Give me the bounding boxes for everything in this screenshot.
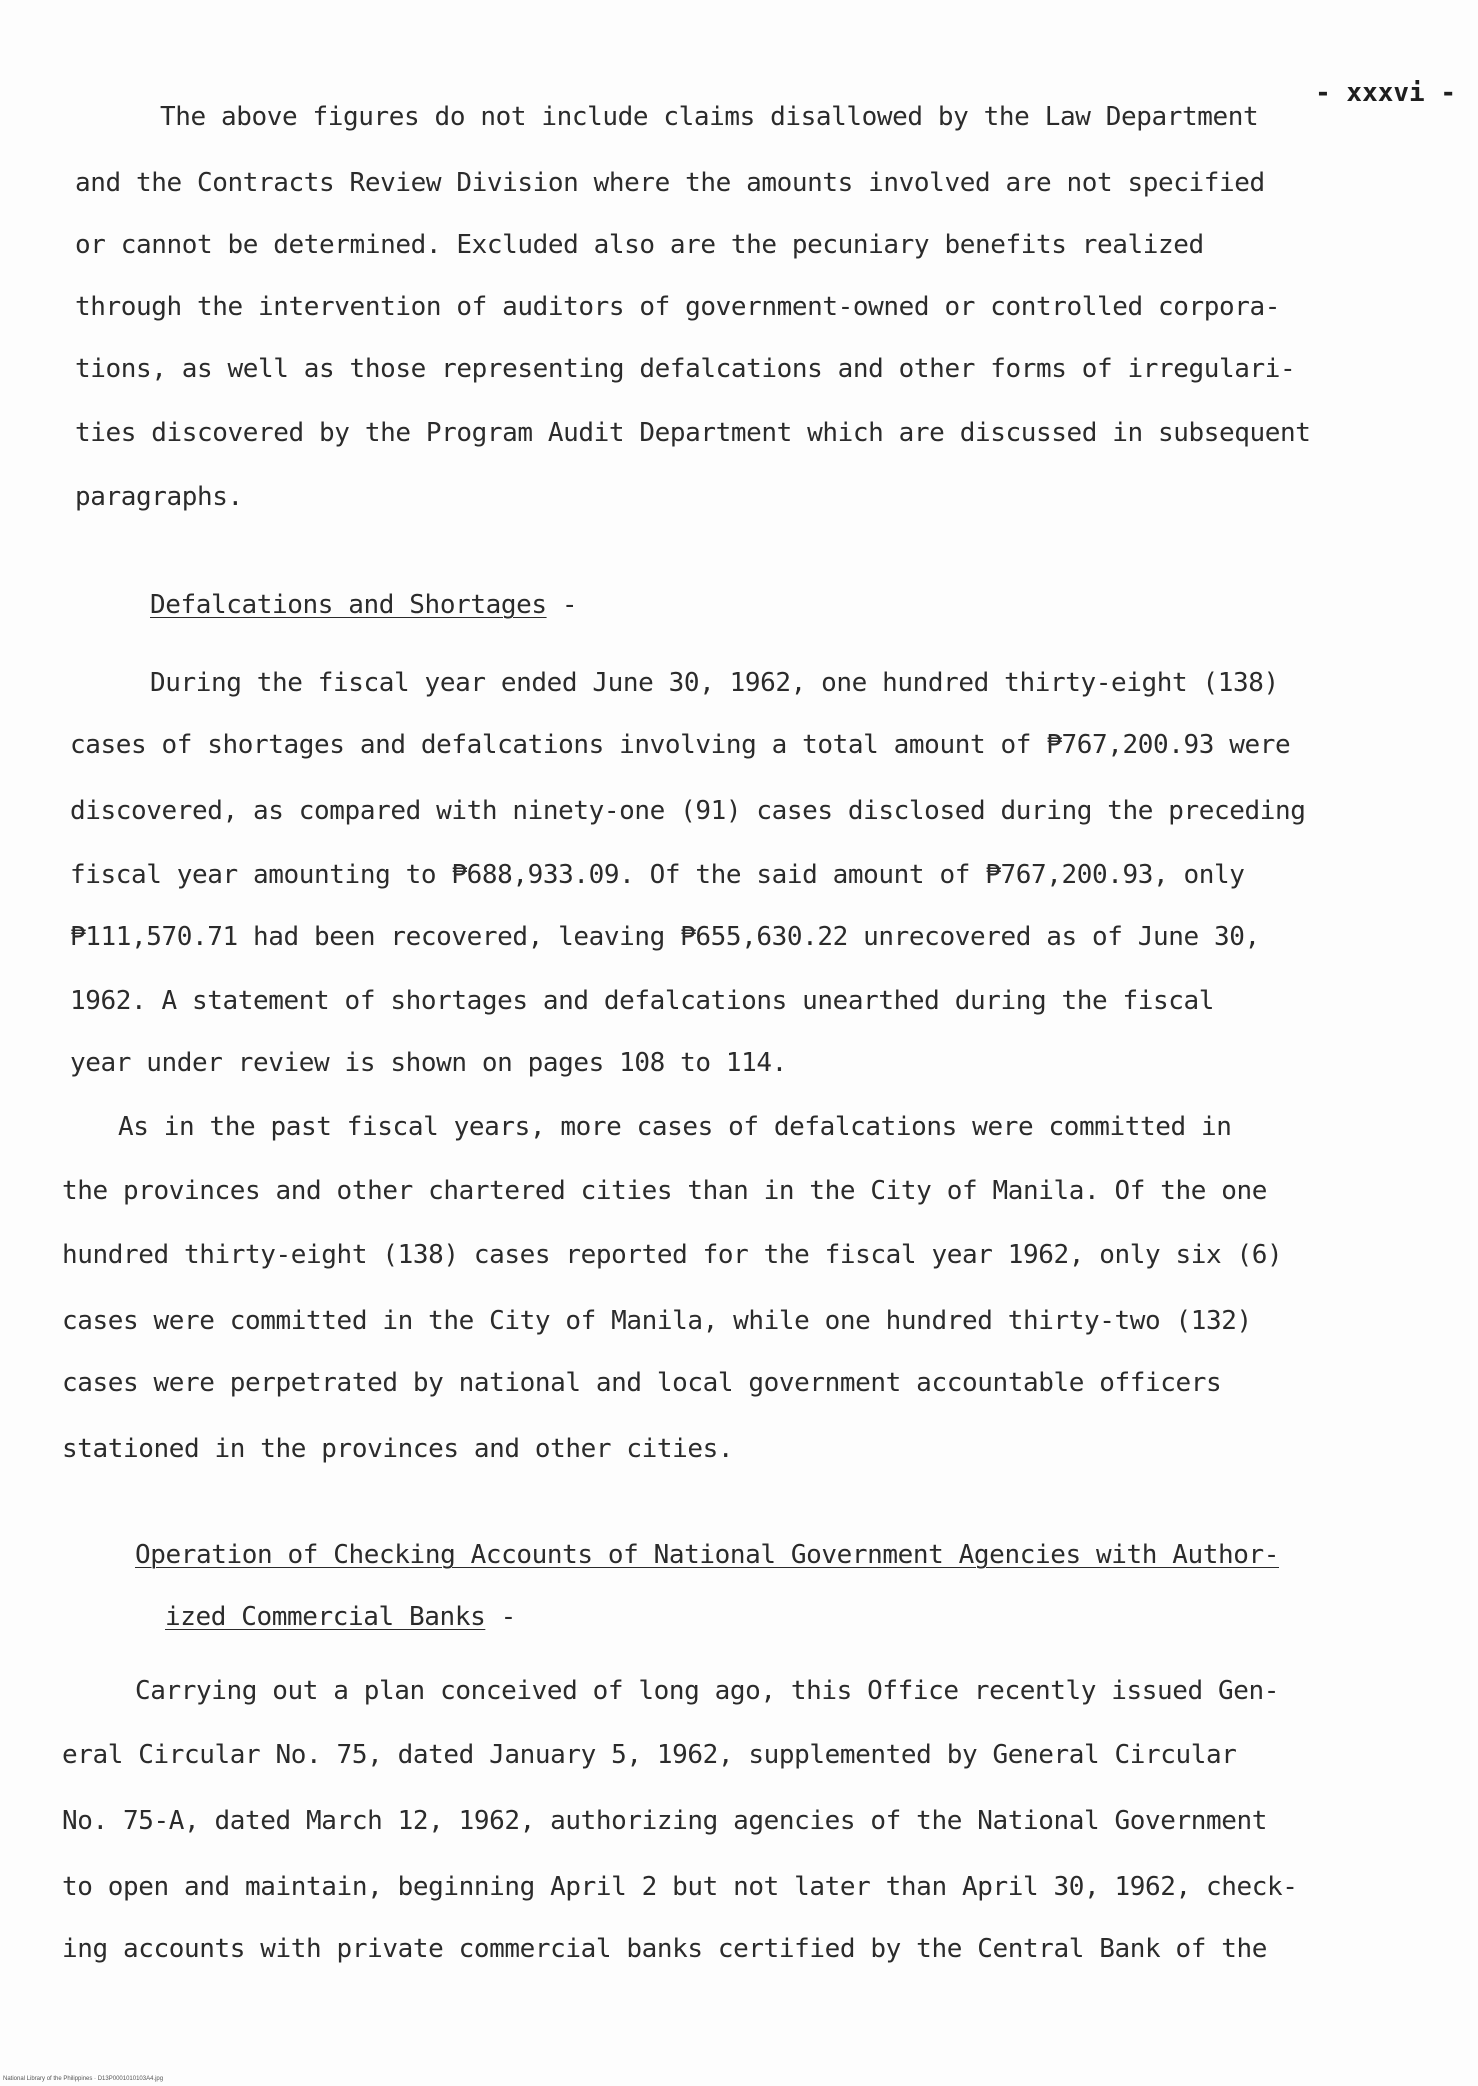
body-text-line <box>62 1806 1267 1836</box>
line-text: ing accounts with private commercial banks certified by the Central Bank of the <box>62 1934 1268 1964</box>
body-text-line <box>118 1112 1232 1142</box>
line-text: During the fiscal year ended June 30, 1962, one hundred thirty-eight (138) <box>150 668 1279 698</box>
section-heading-line <box>165 1602 516 1632</box>
body-text-line <box>75 230 1204 260</box>
line-text: 1962. A statement of shortages and defalcations unearthed during the fiscal <box>70 986 1214 1016</box>
line-text: or cannot be determined. Excluded also are the pecuniary benefits realized <box>75 230 1204 260</box>
body-text-line <box>70 796 1306 826</box>
archive-stamp: National Library of the Philippines · D13P0001010103A4.jpg <box>3 2076 164 2082</box>
line-text: As in the past fiscal years, more cases of defalcations were committed in <box>118 1112 1232 1142</box>
line-text: The above figures do not include claims disallowed by the Law Department <box>160 102 1259 132</box>
body-text-line <box>70 860 1245 890</box>
line-text: ties discovered by the Program Audit Department which are discussed in subsequent <box>75 418 1311 448</box>
line-text: the provinces and other chartered cities than in the City of Manila. Of the one <box>62 1176 1268 1206</box>
body-text-line <box>150 668 1279 698</box>
line-text: year under review is shown on pages 108 to 114. <box>70 1048 787 1078</box>
body-text-line <box>62 1434 733 1464</box>
body-text-line <box>70 730 1290 760</box>
body-text-line <box>62 1872 1298 1902</box>
heading-dash: - <box>485 1602 516 1632</box>
heading-text: Defalcations and Shortages <box>150 590 547 620</box>
line-text: discovered, as compared with ninety-one (91) cases disclosed during the preceding <box>70 796 1306 826</box>
heading-text: ized Commercial Banks <box>165 1602 486 1632</box>
section-heading-line <box>135 1540 1279 1570</box>
body-text-line <box>70 1048 787 1078</box>
line-text: cases of shortages and defalcations involving a total amount of ₱767,200.93 were <box>70 730 1291 760</box>
line-text: cases were committed in the City of Manila, while one hundred thirty-two (132) <box>62 1306 1252 1336</box>
body-text-line <box>75 292 1280 322</box>
line-text: ₱111,570.71 had been recovered, leaving ₱655,630.22 unrecovered as of June 30, <box>70 922 1260 952</box>
body-text-line <box>62 1740 1237 1770</box>
line-text: cases were perpetrated by national and local government accountable officers <box>62 1368 1222 1398</box>
section-heading-line <box>150 590 577 620</box>
line-text: hundred thirty-eight (138) cases reported for the fiscal year 1962, only six (6) <box>62 1240 1283 1270</box>
body-text-line <box>62 1306 1252 1336</box>
line-text: to open and maintain, beginning April 2 but not later than April 30, 1962, check- <box>62 1872 1298 1902</box>
line-text: through the intervention of auditors of government-owned or controlled corpora- <box>75 292 1281 322</box>
line-text: Carrying out a plan conceived of long ago, this Office recently issued Gen- <box>135 1676 1279 1706</box>
body-text-line <box>62 1368 1221 1398</box>
body-text-line <box>75 354 1295 384</box>
body-text-line <box>160 102 1258 132</box>
body-text-line <box>70 986 1214 1016</box>
page-number: - xxxvi - <box>1315 78 1456 108</box>
body-text-line <box>62 1176 1267 1206</box>
line-text: stationed in the provinces and other cities. <box>62 1434 734 1464</box>
line-text: paragraphs. <box>75 482 243 512</box>
heading-dash: - <box>546 590 578 620</box>
line-text: eral Circular No. 75, dated January 5, 1962, supplemented by General Circular <box>62 1740 1237 1770</box>
line-text: tions, as well as those representing defalcations and other forms of irregulari- <box>75 354 1296 384</box>
line-text: No. 75-A, dated March 12, 1962, authorizing agencies of the National Government <box>62 1806 1268 1836</box>
body-text-line <box>135 1676 1279 1706</box>
body-text-line <box>75 482 243 512</box>
heading-text: Operation of Checking Accounts of National Government Agencies with Author- <box>135 1540 1279 1570</box>
body-text-line <box>75 168 1265 198</box>
body-text-line <box>62 1240 1282 1270</box>
line-text: and the Contracts Review Division where the amounts involved are not specified <box>75 168 1265 198</box>
line-text: fiscal year amounting to ₱688,933.09. Of the said amount of ₱767,200.93, only <box>70 860 1245 890</box>
body-text-line <box>62 1934 1267 1964</box>
body-text-line <box>75 418 1311 448</box>
body-text-line <box>70 922 1260 952</box>
